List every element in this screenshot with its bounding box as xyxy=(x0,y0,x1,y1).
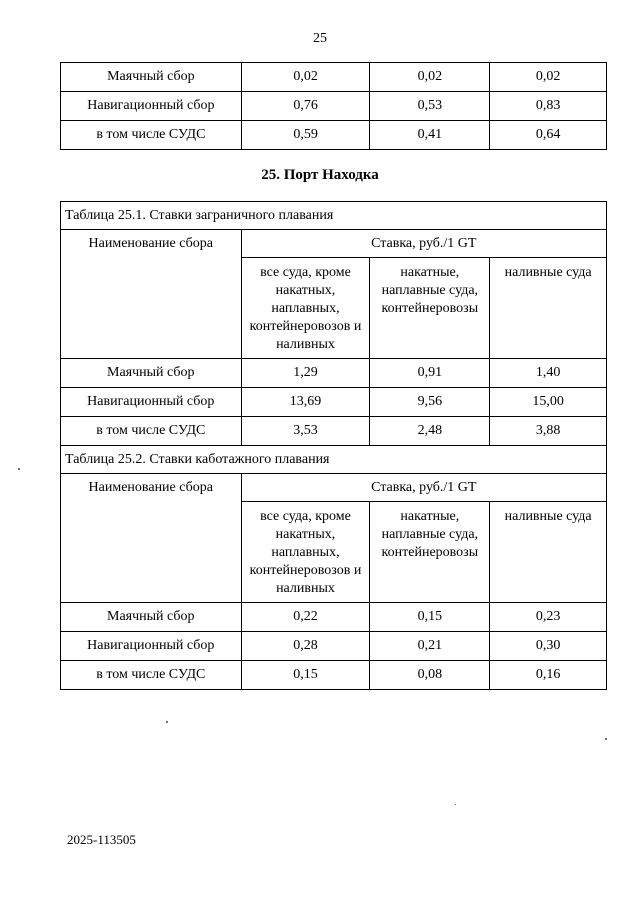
rate-cell: 3,53 xyxy=(241,417,370,446)
fee-name-cell: Маячный сбор xyxy=(61,603,242,632)
fee-name-cell: в том числе СУДС xyxy=(61,121,242,150)
rate-cell: 0,91 xyxy=(370,359,490,388)
rate-cell: 3,88 xyxy=(490,417,607,446)
page-number: 25 xyxy=(313,31,327,46)
rate-cell: 0,22 xyxy=(241,603,370,632)
column-header-fee-name: Наименование сбора xyxy=(61,230,242,359)
subheader-general-vessels: все суда, кроме накатных, наплавных, контейнеровозов и наливных xyxy=(241,502,370,603)
fee-name-cell: Маячный сбор xyxy=(61,359,242,388)
rate-cell: 0,53 xyxy=(370,92,490,121)
rate-cell: 13,69 xyxy=(241,388,370,417)
table-caption-row xyxy=(61,446,607,474)
scan-speck xyxy=(166,721,168,723)
rate-cell: 0,64 xyxy=(490,121,607,150)
table-row xyxy=(61,388,607,417)
rate-cell: 0,59 xyxy=(241,121,370,150)
rate-cell: 2,48 xyxy=(370,417,490,446)
section-title: 25. Порт Находка xyxy=(261,167,379,183)
rate-cell: 0,83 xyxy=(490,92,607,121)
subheader-roro-container: накатные, наплавные суда, контейнеровозы xyxy=(370,502,490,603)
table-row xyxy=(61,359,607,388)
rate-cell: 0,41 xyxy=(370,121,490,150)
subheader-general-vessels: все суда, кроме накатных, наплавных, контейнеровозов и наливных xyxy=(241,258,370,359)
table-row xyxy=(61,417,607,446)
rate-cell: 0,15 xyxy=(370,603,490,632)
rate-cell: 9,56 xyxy=(370,388,490,417)
rate-cell: 0,02 xyxy=(241,63,370,92)
port-rate-tables xyxy=(60,201,607,690)
rate-cell: 0,21 xyxy=(370,632,490,661)
fee-name-cell: Навигационный сбор xyxy=(61,632,242,661)
table-header-row xyxy=(61,474,607,502)
table-row xyxy=(61,661,607,690)
table-row xyxy=(61,92,607,121)
scan-speck xyxy=(605,738,607,740)
fee-name-cell: Навигационный сбор xyxy=(61,388,242,417)
rate-cell: 0,76 xyxy=(241,92,370,121)
subheader-roro-container: накатные, наплавные суда, контейнеровозы xyxy=(370,258,490,359)
rate-cell: 1,40 xyxy=(490,359,607,388)
table-row xyxy=(61,603,607,632)
table-caption: Таблица 25.1. Ставки заграничного плавания xyxy=(61,202,607,230)
table-row xyxy=(61,121,607,150)
fee-name-cell: в том числе СУДС xyxy=(61,417,242,446)
rate-cell: 0,16 xyxy=(490,661,607,690)
continued-rate-table xyxy=(60,62,607,150)
rate-cell: 1,29 xyxy=(241,359,370,388)
fee-name-cell: в том числе СУДС xyxy=(61,661,242,690)
rate-cell: 0,30 xyxy=(490,632,607,661)
scan-speck xyxy=(18,468,20,470)
table-row xyxy=(61,63,607,92)
table-caption-row xyxy=(61,202,607,230)
table-header-row xyxy=(61,230,607,258)
rate-cell: 0,15 xyxy=(241,661,370,690)
rate-cell: 0,28 xyxy=(241,632,370,661)
table-caption: Таблица 25.2. Ставки каботажного плавания xyxy=(61,446,607,474)
fee-name-cell: Навигационный сбор xyxy=(61,92,242,121)
rate-cell: 15,00 xyxy=(490,388,607,417)
rate-cell: 0,23 xyxy=(490,603,607,632)
fee-name-cell: Маячный сбор xyxy=(61,63,242,92)
table-row xyxy=(61,632,607,661)
document-code: 2025-113505 xyxy=(67,832,136,847)
subheader-tankers: наливные суда xyxy=(490,502,607,603)
rate-cell: 0,02 xyxy=(490,63,607,92)
column-header-rate: Ставка, руб./1 GT xyxy=(241,474,606,502)
subheader-tankers: наливные суда xyxy=(490,258,607,359)
scan-speck xyxy=(455,804,456,805)
column-header-rate: Ставка, руб./1 GT xyxy=(241,230,606,258)
rate-cell: 0,08 xyxy=(370,661,490,690)
rate-cell: 0,02 xyxy=(370,63,490,92)
column-header-fee-name: Наименование сбора xyxy=(61,474,242,603)
